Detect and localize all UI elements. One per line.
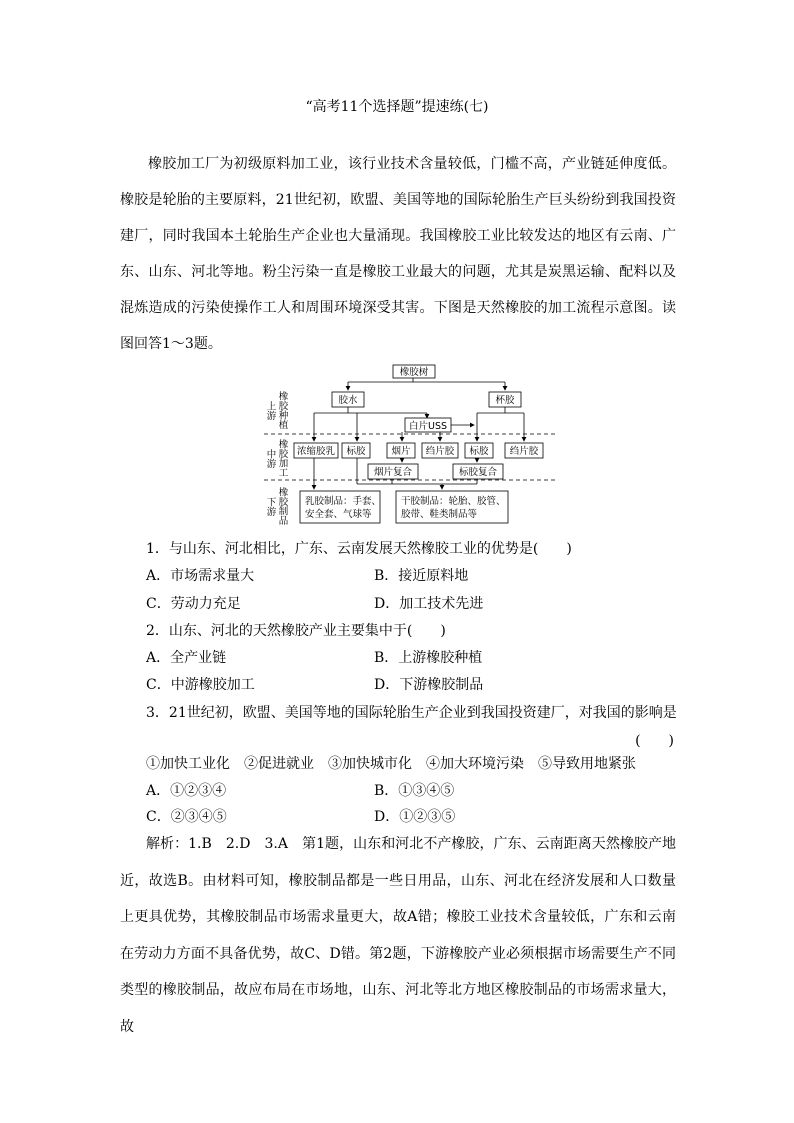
node-rubber-tree: 橡胶树 — [399, 367, 429, 378]
node-latex-products-line1: 乳胶制品：手套、 — [305, 496, 382, 507]
question-3-stem: 3．21世纪初，欧盟、美国等地的国际轮胎生产企业到我国投资建厂，对我国的影响是 — [146, 705, 677, 721]
question-1-option-c[interactable]: C．劳动力充足 — [146, 596, 241, 612]
question-3-option-a[interactable]: A．①②③④ — [146, 783, 227, 799]
stage-upstream-sub: 橡胶种植 — [276, 391, 288, 429]
node-white-sheet: 白片USS — [408, 421, 448, 432]
question-1-stem: 1．与山东、河北相比，广东、云南发展天然橡胶工业的优势是( ) — [146, 541, 572, 557]
node-smoked-composite: 烟片复合 — [373, 467, 413, 478]
node-dry-products-line2: 胶带、鞋类制品等 — [401, 509, 478, 520]
stage-upstream: 上游 — [264, 401, 276, 420]
stage-downstream: 下游 — [264, 497, 276, 516]
node-std-rubber-2: 标胶 — [469, 446, 489, 457]
page-title: “高考11个选择题”提速练(七) — [305, 99, 489, 115]
node-std-rubber-1: 标胶 — [346, 446, 366, 457]
question-2-stem: 2．山东、河北的天然橡胶产业主要集中于( ) — [146, 623, 446, 639]
node-cup-lump: 杯胶 — [495, 395, 515, 406]
stage-downstream-sub: 橡胶制品 — [276, 487, 288, 525]
question-3-option-b[interactable]: B．①③④⑤ — [374, 783, 455, 799]
stage-midstream-sub: 橡胶加工 — [276, 439, 288, 477]
question-2-option-a[interactable]: A．全产业链 — [146, 650, 227, 666]
question-1-option-d[interactable]: D．加工技术先进 — [374, 596, 484, 612]
question-3-items: ①加快工业化 ②促进就业 ③加快城市化 ④加大环境污染 ⑤导致用地紧张 — [146, 756, 636, 772]
node-smoked-sheet: 烟片 — [391, 446, 411, 457]
question-3-answer-paren: ( ) — [635, 733, 674, 749]
question-3-option-c[interactable]: C．②③④⑤ — [146, 809, 227, 825]
node-crepe-2: 绉片胶 — [509, 446, 539, 457]
question-1-option-b[interactable]: B．接近原料地 — [374, 568, 469, 584]
node-std-composite: 标胶复合 — [458, 467, 498, 478]
node-dry-products-line1: 干胶制品：轮胎、胶管、 — [401, 496, 506, 507]
question-2-option-b[interactable]: B．上游橡胶种植 — [374, 650, 483, 666]
question-2-option-c[interactable]: C．中游橡胶加工 — [146, 677, 255, 693]
node-concentrated-latex: 浓缩胶乳 — [296, 446, 336, 457]
answer-analysis: 解析：1.B 2.D 3.A 第1题，山东和河北不产橡胶，广东、云南距离天然橡胶产地近，故选B。由材料可知，橡胶制品都是一些日用品，山东、河北在经济发展和人口数量上更具优势，其橡胶制品市场需求量更大，故A错；橡胶工业技术含量较低，广东和云南在劳动力方面不具备优势，故C、D错。第2题，下游橡胶产业必须根据市场需要生产不同类型的橡胶制品，故应布局在市场地，山东、河北等北方地区橡胶制品的市场需求量大，故 — [120, 836, 676, 1035]
node-latex-products-line2: 安全套、气球等 — [305, 509, 372, 520]
node-crepe-1: 绉片胶 — [425, 446, 455, 457]
stage-midstream: 中游 — [264, 449, 276, 468]
rubber-processing-flow-diagram — [262, 363, 557, 526]
question-2-option-d[interactable]: D．下游橡胶制品 — [374, 677, 484, 693]
intro-paragraph: 橡胶加工厂为初级原料加工业，该行业技术含量较低，门槛不高，产业链延伸度低。橡胶是轮胎的主要原料，21世纪初，欧盟、美国等地的国际轮胎生产巨头纷纷到我国投资建厂，同时我国本土轮胎生产企业也大量涌现。我国橡胶工业比较发达的地区有云南、广东、山东、河北等地。粉尘污染一直是橡胶工业最大的问题，尤其是炭黑运输、配料以及混炼造成的污染使操作工人和周围环境深受其害。下图是天然橡胶的加工流程示意图。读图回答1～3题。 — [120, 156, 676, 352]
question-1-option-a[interactable]: A．市场需求量大 — [146, 568, 255, 584]
question-3-option-d[interactable]: D．①②③⑤ — [374, 809, 456, 825]
node-latex: 胶水 — [338, 395, 358, 406]
